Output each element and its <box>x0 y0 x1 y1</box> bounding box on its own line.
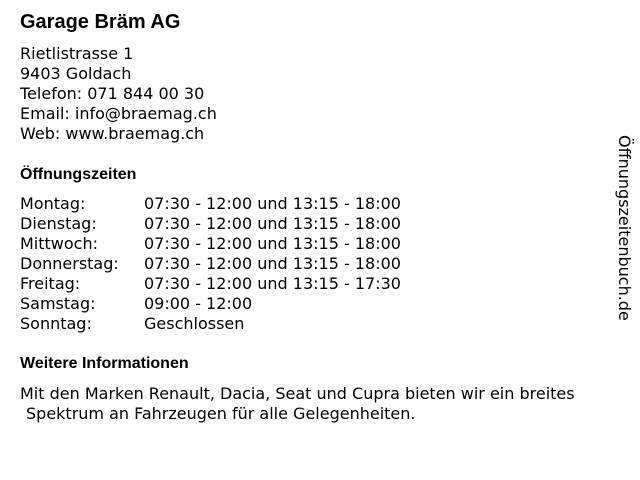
hours-time: 07:30 - 12:00 und 13:15 - 18:00 <box>144 234 401 253</box>
hours-day: Sonntag: <box>20 314 92 333</box>
info-line: Mit den Marken Renault, Dacia, Seat und Cupra bieten wir ein breites <box>20 384 575 403</box>
hours-row <box>20 194 401 214</box>
web-line: Web: www.braemag.ch <box>20 124 205 143</box>
street-line: Rietlistrasse 1 <box>20 44 134 63</box>
hours-time: 07:30 - 12:00 und 13:15 - 18:00 <box>144 214 401 233</box>
email-line: Email: info@braemag.ch <box>20 104 217 123</box>
info-text <box>20 384 620 424</box>
city-line: 9403 Goldach <box>20 64 132 83</box>
hours-day: Samstag: <box>20 294 96 313</box>
source-credit: Öffnungszeitenbuch.de <box>615 135 634 321</box>
hours-heading: Öffnungszeiten <box>20 166 137 183</box>
hours-day: Mittwoch: <box>20 234 98 253</box>
hours-day: Freitag: <box>20 274 81 293</box>
hours-row <box>20 234 401 254</box>
business-name: Garage Bräm AG <box>20 11 181 33</box>
hours-day: Donnerstag: <box>20 254 119 273</box>
hours-day: Dienstag: <box>20 214 97 233</box>
hours-table <box>20 194 401 334</box>
hours-time: 07:30 - 12:00 und 13:15 - 18:00 <box>144 194 401 213</box>
hours-time: Geschlossen <box>144 314 245 333</box>
hours-time: 07:30 - 12:00 und 13:15 - 18:00 <box>144 254 401 273</box>
hours-row <box>20 294 401 314</box>
hours-day: Montag: <box>20 194 86 213</box>
hours-time: 07:30 - 12:00 und 13:15 - 17:30 <box>144 274 401 293</box>
info-line: Spektrum an Fahrzeugen für alle Gelegenheiten. <box>26 404 416 423</box>
hours-time: 09:00 - 12:00 <box>144 294 253 313</box>
hours-row <box>20 214 401 234</box>
hours-row <box>20 274 401 294</box>
info-heading: Weitere Informationen <box>20 355 189 372</box>
phone-line: Telefon: 071 844 00 30 <box>20 84 205 103</box>
address-block <box>20 44 217 144</box>
hours-row <box>20 314 401 334</box>
hours-row <box>20 254 401 274</box>
